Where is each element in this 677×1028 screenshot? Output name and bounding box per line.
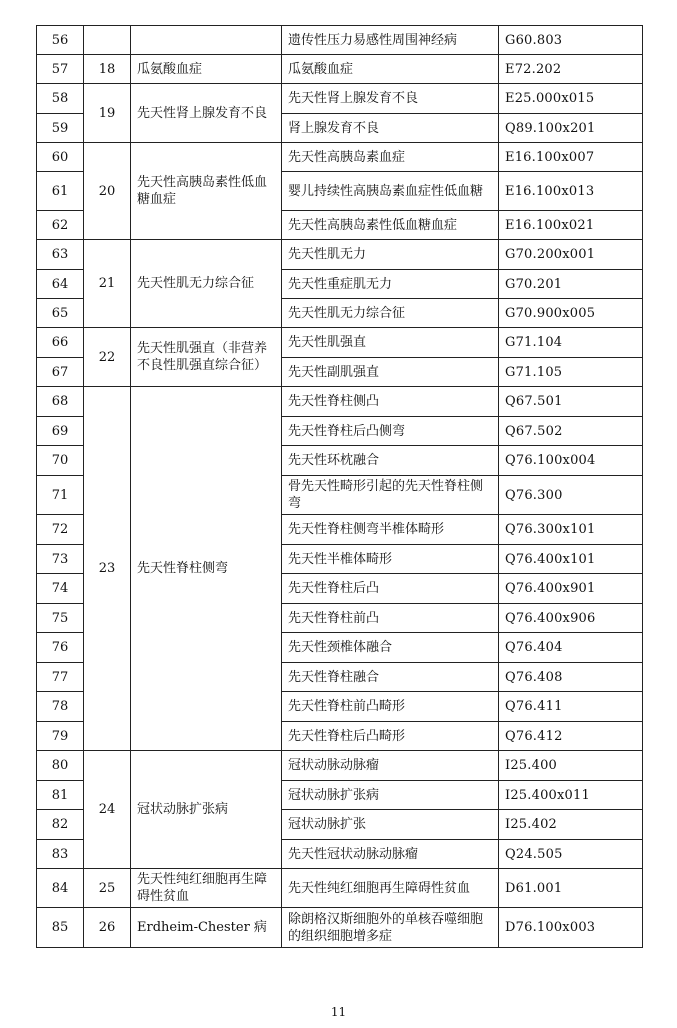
row-number-cell: 83 xyxy=(37,840,84,869)
row-number-cell: 57 xyxy=(37,55,84,84)
row-number-cell: 78 xyxy=(37,692,84,722)
group-number-cell: 26 xyxy=(84,908,131,948)
group-number-cell: 23 xyxy=(84,387,131,751)
icd-code-cell: Q76.404 xyxy=(499,633,643,663)
row-number-cell: 69 xyxy=(37,417,84,446)
disease-name-cell: 冠状动脉扩张病 xyxy=(131,751,282,869)
icd-code-cell: I25.400x011 xyxy=(499,781,643,810)
icd-code-cell: Q76.400x101 xyxy=(499,545,643,574)
diagnosis-name-cell: 先天性肌无力 xyxy=(282,240,499,270)
icd-code-cell: Q76.411 xyxy=(499,692,643,722)
group-number-cell: 21 xyxy=(84,240,131,328)
disease-name-cell: 先天性肾上腺发育不良 xyxy=(131,84,282,143)
icd-code-cell: E25.000x015 xyxy=(499,84,643,114)
icd-code-cell: E16.100x021 xyxy=(499,211,643,240)
row-number-cell: 63 xyxy=(37,240,84,270)
row-number-cell: 80 xyxy=(37,751,84,781)
group-number-cell: 18 xyxy=(84,55,131,84)
diagnosis-name-cell: 肾上腺发育不良 xyxy=(282,114,499,143)
row-number-cell: 75 xyxy=(37,604,84,633)
group-number-cell: 25 xyxy=(84,869,131,908)
diagnosis-name-cell: 先天性脊柱后凸畸形 xyxy=(282,722,499,751)
icd-code-cell: G70.900x005 xyxy=(499,299,643,328)
table-row xyxy=(37,751,643,781)
icd-code-cell: Q76.300x101 xyxy=(499,515,643,545)
diagnosis-name-cell: 先天性冠状动脉动脉瘤 xyxy=(282,840,499,869)
diagnosis-name-cell: 先天性高胰岛素血症 xyxy=(282,143,499,172)
row-number-cell: 70 xyxy=(37,446,84,476)
disease-name-cell: 瓜氨酸血症 xyxy=(131,55,282,84)
row-number-cell: 61 xyxy=(37,172,84,211)
icd-code-cell: G70.200x001 xyxy=(499,240,643,270)
diagnosis-name-cell: 遗传性压力易感性周围神经病 xyxy=(282,26,499,55)
icd-code-cell: Q67.501 xyxy=(499,387,643,417)
row-number-cell: 59 xyxy=(37,114,84,143)
table-row xyxy=(37,84,643,114)
diagnosis-name-cell: 先天性脊柱前凸 xyxy=(282,604,499,633)
disease-name-cell: 先天性肌无力综合征 xyxy=(131,240,282,328)
diagnosis-name-cell: 瓜氨酸血症 xyxy=(282,55,499,84)
icd-code-cell: E16.100x013 xyxy=(499,172,643,211)
icd-code-cell: G71.104 xyxy=(499,328,643,358)
diagnosis-name-cell: 先天性半椎体畸形 xyxy=(282,545,499,574)
table-row xyxy=(37,26,643,55)
icd-code-cell: I25.400 xyxy=(499,751,643,781)
disease-name-cell: 先天性高胰岛素性低血糖血症 xyxy=(131,143,282,240)
table-row xyxy=(37,55,643,84)
icd-code-cell: D61.001 xyxy=(499,869,643,908)
icd-code-cell: Q76.400x901 xyxy=(499,574,643,604)
disease-code-table xyxy=(36,25,643,948)
diagnosis-name-cell: 先天性肌强直 xyxy=(282,328,499,358)
disease-name-cell: 先天性脊柱侧弯 xyxy=(131,387,282,751)
row-number-cell: 71 xyxy=(37,476,84,515)
row-number-cell: 73 xyxy=(37,545,84,574)
diagnosis-name-cell: 先天性重症肌无力 xyxy=(282,270,499,299)
row-number-cell: 65 xyxy=(37,299,84,328)
diagnosis-name-cell: 冠状动脉扩张 xyxy=(282,810,499,840)
row-number-cell: 76 xyxy=(37,633,84,663)
diagnosis-name-cell: 先天性脊柱融合 xyxy=(282,663,499,692)
row-number-cell: 67 xyxy=(37,358,84,387)
icd-code-cell: G60.803 xyxy=(499,26,643,55)
row-number-cell: 60 xyxy=(37,143,84,172)
row-number-cell: 58 xyxy=(37,84,84,114)
table-row xyxy=(37,869,643,908)
table-row xyxy=(37,908,643,948)
diagnosis-name-cell: 先天性副肌强直 xyxy=(282,358,499,387)
row-number-cell: 81 xyxy=(37,781,84,810)
row-number-cell: 77 xyxy=(37,663,84,692)
icd-code-cell: Q24.505 xyxy=(499,840,643,869)
diagnosis-name-cell: 先天性颈椎体融合 xyxy=(282,633,499,663)
row-number-cell: 82 xyxy=(37,810,84,840)
group-number-cell: 19 xyxy=(84,84,131,143)
diagnosis-name-cell: 先天性肾上腺发育不良 xyxy=(282,84,499,114)
table-row xyxy=(37,387,643,417)
table-row xyxy=(37,328,643,358)
icd-code-cell: Q76.100x004 xyxy=(499,446,643,476)
diagnosis-name-cell: 先天性脊柱侧凸 xyxy=(282,387,499,417)
diagnosis-name-cell: 除朗格汉斯细胞外的单核吞噬细胞的组织细胞增多症 xyxy=(282,908,499,948)
icd-code-cell: Q76.408 xyxy=(499,663,643,692)
row-number-cell: 62 xyxy=(37,211,84,240)
row-number-cell: 56 xyxy=(37,26,84,55)
diagnosis-name-cell: 先天性环枕融合 xyxy=(282,446,499,476)
table-row xyxy=(37,143,643,172)
disease-name-cell: Erdheim-Chester 病 xyxy=(131,908,282,948)
row-number-cell: 79 xyxy=(37,722,84,751)
row-number-cell: 68 xyxy=(37,387,84,417)
diagnosis-name-cell: 冠状动脉动脉瘤 xyxy=(282,751,499,781)
disease-name-cell: 先天性纯红细胞再生障碍性贫血 xyxy=(131,869,282,908)
row-number-cell: 84 xyxy=(37,869,84,908)
diagnosis-name-cell: 先天性纯红细胞再生障碍性贫血 xyxy=(282,869,499,908)
diagnosis-name-cell: 冠状动脉扩张病 xyxy=(282,781,499,810)
row-number-cell: 66 xyxy=(37,328,84,358)
diagnosis-name-cell: 先天性脊柱后凸侧弯 xyxy=(282,417,499,446)
disease-name-cell: 先天性肌强直（非营养不良性肌强直综合征） xyxy=(131,328,282,387)
icd-code-cell: E16.100x007 xyxy=(499,143,643,172)
diagnosis-name-cell: 婴儿持续性高胰岛素血症性低血糖 xyxy=(282,172,499,211)
icd-code-cell: G70.201 xyxy=(499,270,643,299)
icd-code-cell: Q89.100x201 xyxy=(499,114,643,143)
group-number-cell xyxy=(84,26,131,55)
page-number: 11 xyxy=(330,1005,347,1019)
diagnosis-name-cell: 先天性脊柱后凸 xyxy=(282,574,499,604)
icd-code-cell: Q76.400x906 xyxy=(499,604,643,633)
row-number-cell: 85 xyxy=(37,908,84,948)
icd-code-cell: Q76.300 xyxy=(499,476,643,515)
group-number-cell: 22 xyxy=(84,328,131,387)
diagnosis-name-cell: 先天性肌无力综合征 xyxy=(282,299,499,328)
diagnosis-name-cell: 先天性高胰岛素性低血糖血症 xyxy=(282,211,499,240)
row-number-cell: 64 xyxy=(37,270,84,299)
row-number-cell: 74 xyxy=(37,574,84,604)
row-number-cell: 72 xyxy=(37,515,84,545)
disease-name-cell xyxy=(131,26,282,55)
icd-code-cell: Q67.502 xyxy=(499,417,643,446)
icd-code-cell: D76.100x003 xyxy=(499,908,643,948)
icd-code-cell: G71.105 xyxy=(499,358,643,387)
diagnosis-name-cell: 先天性脊柱侧弯半椎体畸形 xyxy=(282,515,499,545)
icd-code-cell: I25.402 xyxy=(499,810,643,840)
group-number-cell: 20 xyxy=(84,143,131,240)
diagnosis-name-cell: 先天性脊柱前凸畸形 xyxy=(282,692,499,722)
icd-code-cell: E72.202 xyxy=(499,55,643,84)
icd-code-cell: Q76.412 xyxy=(499,722,643,751)
table-row xyxy=(37,240,643,270)
group-number-cell: 24 xyxy=(84,751,131,869)
diagnosis-name-cell: 骨先天性畸形引起的先天性脊柱侧弯 xyxy=(282,476,499,515)
